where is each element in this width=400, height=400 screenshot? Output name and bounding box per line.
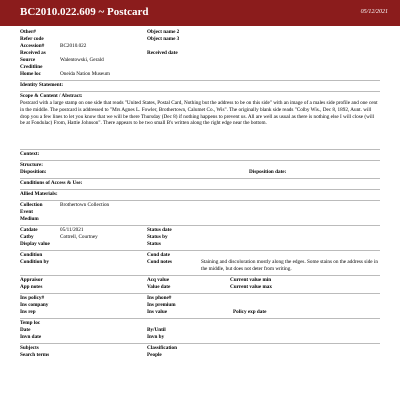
record-body: [0, 26, 400, 359]
medium-label: Medium: [20, 216, 39, 222]
ins-value-label: Ins value: [147, 308, 168, 315]
by-until-label: By/Until: [147, 326, 166, 333]
ins-policy-label: Ins policy#: [20, 294, 45, 301]
search-terms-label: Search terms: [20, 351, 50, 358]
refer-code-label: Refer code: [20, 36, 44, 42]
catby-label: Catby: [20, 234, 34, 240]
record-header: [0, 0, 400, 26]
ins-company-label: Ins company: [20, 301, 49, 308]
record-title: BC2010.022.609 ~ Postcard: [20, 6, 149, 19]
date-label: Date: [20, 326, 31, 333]
creditline-label: Creditline: [20, 64, 43, 70]
ins-premium-label: Ins premium: [147, 301, 176, 308]
accession-label: Accession#: [20, 43, 45, 49]
invn-by-label: Invn by: [147, 333, 165, 340]
status-label: Status: [147, 241, 161, 247]
collection-value: Brothertown Collection: [60, 202, 110, 208]
received-date-label: Received date: [147, 50, 178, 56]
ins-phone-label: Ins phone#: [147, 294, 172, 301]
classification-label: Classification: [147, 344, 177, 351]
current-value-max-label: Current value max: [230, 283, 272, 290]
catby-value: Cottrell, Courtney: [60, 234, 98, 240]
cond-date-label: Cond date: [147, 252, 170, 258]
conditions-label: Conditions of Access & Use:: [20, 180, 83, 186]
temp-loc-label: Temp loc: [20, 319, 41, 326]
object-name2-label: Object name 2: [147, 29, 180, 35]
acq-value-label: Acq value: [147, 276, 170, 283]
identity-statement-label: Identity Statement:: [20, 82, 64, 88]
source-value: Walentowski, Gerald: [60, 57, 104, 63]
structure-label: Structure:: [20, 162, 43, 168]
subjects-label: Subjects: [20, 344, 39, 351]
cond-notes-label: Cond notes: [147, 259, 172, 265]
app-notes-label: App notes: [20, 283, 43, 290]
condition-label: Condition: [20, 252, 43, 258]
people-label: People: [147, 351, 162, 358]
collection-label: Collection: [20, 202, 43, 208]
catdate-value: 05/11/2021: [60, 227, 84, 233]
policy-exp-date-label: Policy exp date: [233, 308, 267, 315]
current-value-min-label: Current value min: [230, 276, 272, 283]
received-as-label: Received as: [20, 50, 46, 56]
condition-by-label: Condition by: [20, 259, 49, 265]
cond-notes-value: Staining and discoloration mostly along the edges. Some stains on the address side in the middle, but does not deter from writing.: [201, 259, 378, 272]
accession-value: BC2010.022: [60, 43, 87, 49]
disposition-date-label: Disposition date:: [249, 169, 287, 175]
scope-text: Postcard with a large stamp on one side that reads "United States, Postal Card, Nothing but the address to be on this side" with an image of a males side profile and one cent in the middle. The postcard is addressed to "Mrs Agnes L. Fowler, Brothertown, Calumet Co., Wis". The originally blank side reads "Colby Wis., Dec 8, 1892, Aunt. will drop you a few lines to let you know that we will be there Thursday (Dec 8) if nothing happens to prevent us. All are well as usual as there is nothing else I will close (will be at Fondulac) From, Hattie Johnson". There appears to be two small B's written along the right edge near the bottom.: [20, 100, 378, 127]
value-date-label: Value date: [147, 283, 171, 290]
catdate-label: Catdate: [20, 227, 38, 233]
disposition-label: Disposition:: [20, 169, 47, 175]
allied-materials-label: Allied Materials:: [20, 191, 58, 197]
home-loc-label: Home loc: [20, 71, 41, 77]
display-value-label: Display value: [20, 241, 50, 247]
status-date-label: Status date: [147, 227, 172, 233]
appraisor-label: Appraisor: [20, 276, 43, 283]
event-label: Event: [20, 209, 33, 215]
ins-rep-label: Ins rep: [20, 308, 36, 315]
record-date: 05/12/2021: [360, 9, 388, 16]
context-label: Context:: [20, 151, 40, 157]
other-label: Other#: [20, 29, 36, 35]
object-name3-label: Object name 3: [147, 36, 180, 42]
invn-date-label: Invn date: [20, 333, 42, 340]
source-label: Source: [20, 57, 36, 63]
scope-label: Scope & Content / Abstract:: [20, 93, 83, 99]
status-by-label: Status by: [147, 234, 168, 240]
home-loc-value: Oneida Nation Museum: [60, 71, 110, 77]
